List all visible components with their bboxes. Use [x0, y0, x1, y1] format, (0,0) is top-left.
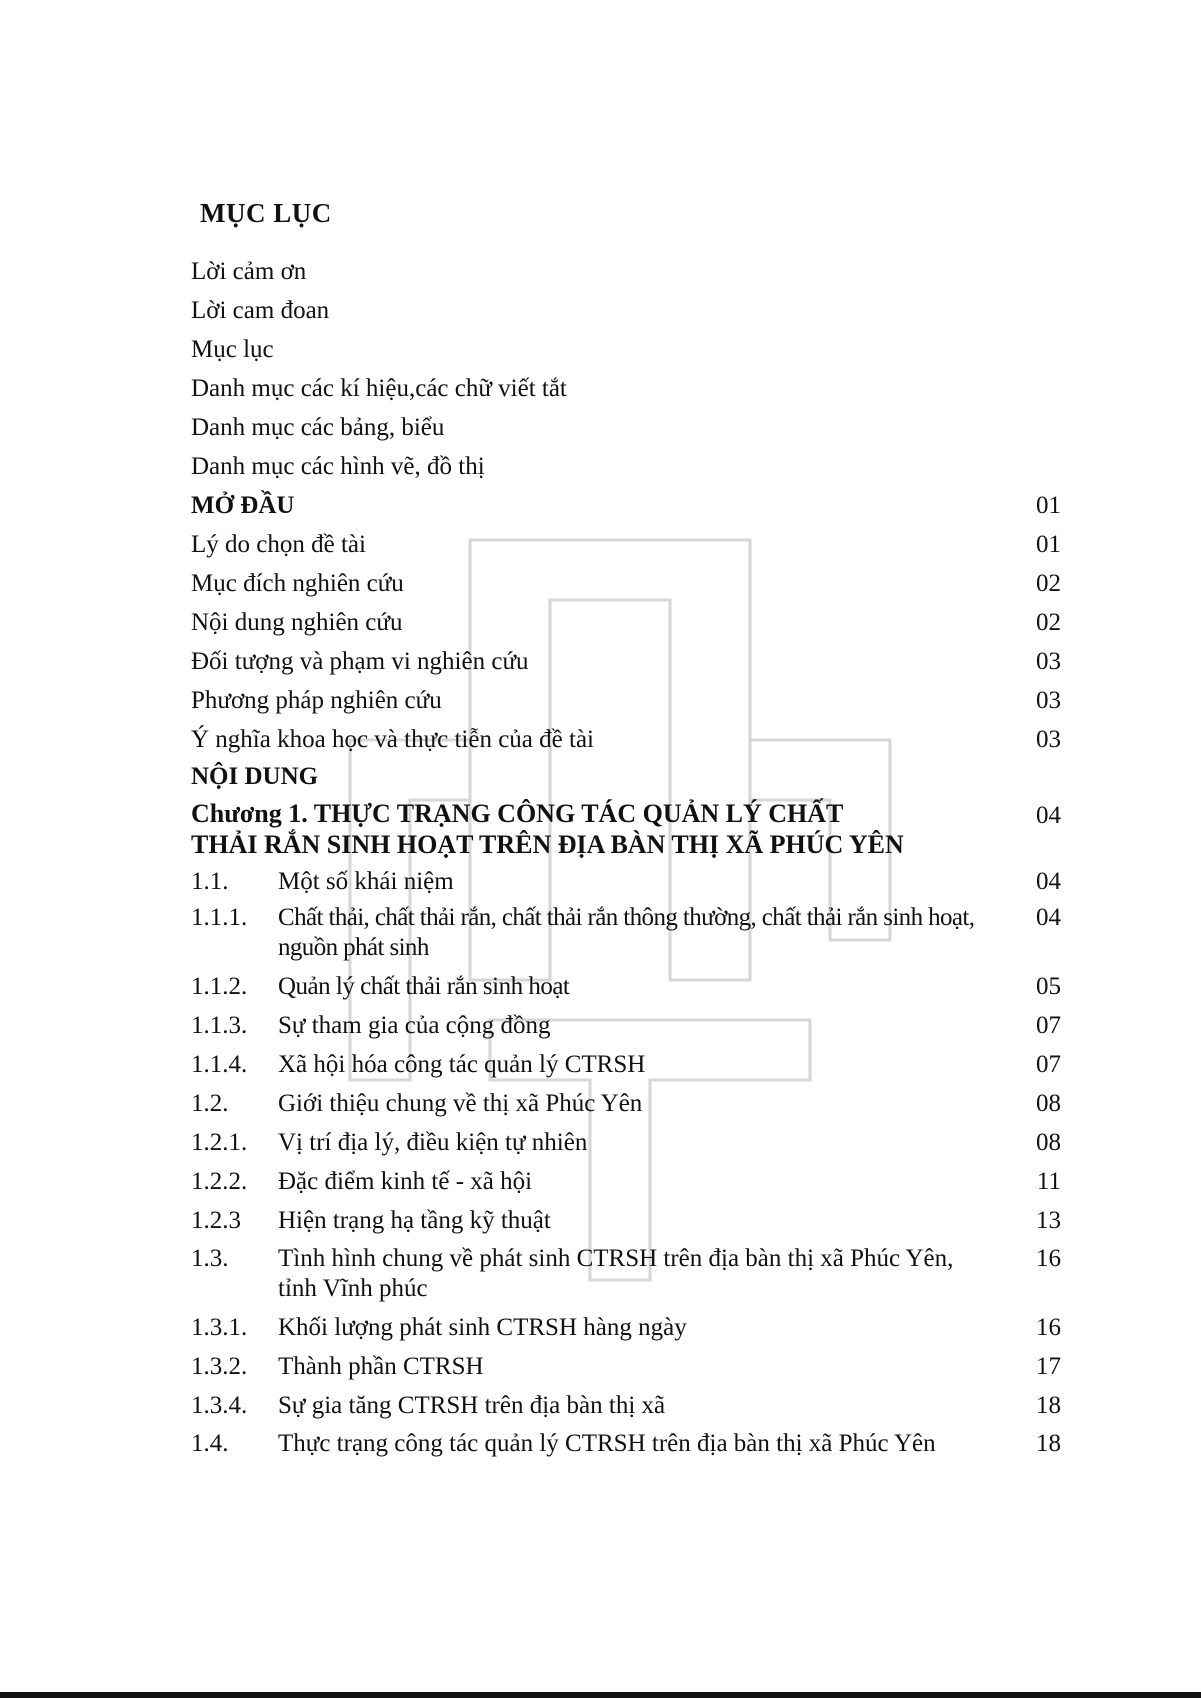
toc-entry-page: 03	[1036, 726, 1061, 753]
toc-entry	[191, 971, 1061, 1002]
toc-entry	[191, 1205, 1061, 1236]
toc-entry	[191, 1390, 1061, 1421]
toc-entry	[191, 1429, 1061, 1459]
toc-entry-title: Ý nghĩa khoa học và thực tiễn của đề tài	[191, 726, 594, 753]
toc-entry-title: Danh mục các kí hiệu,các chữ viết tắt	[191, 375, 567, 402]
toc-entry	[191, 866, 1061, 897]
toc-entry	[191, 1166, 1061, 1197]
toc-entry	[191, 1049, 1061, 1080]
toc-entry	[191, 685, 1061, 716]
toc-entry-page: 11	[1036, 1168, 1061, 1195]
toc-entry	[191, 412, 1061, 443]
toc-entry-title: NỘI DUNG	[191, 763, 319, 790]
toc-entry-page: 02	[1036, 570, 1061, 597]
toc-entry-title: Mục đích nghiên cứu	[191, 570, 404, 597]
toc-entry	[191, 334, 1061, 365]
toc-entry-page: 01	[1036, 531, 1061, 558]
toc-entry	[191, 373, 1061, 404]
toc-entry-title: Mục lục	[191, 336, 274, 363]
toc-entry	[191, 761, 1061, 792]
toc-entry-number: 1.3.	[191, 1245, 229, 1272]
toc-entry	[191, 295, 1061, 326]
toc-entry-number: 1.1.1.	[191, 904, 248, 931]
toc-entry-number: 1.1.3.	[191, 1012, 248, 1039]
toc-entry	[191, 1312, 1061, 1343]
toc-entry-title: Một số khái niệm	[278, 868, 454, 895]
toc-title: MỤC LỤC	[200, 198, 332, 228]
toc-entry-number: 1.2.3	[191, 1207, 241, 1234]
toc-entry-page: 08	[1036, 1129, 1061, 1156]
toc-entry-page: 03	[1036, 648, 1061, 675]
toc-entry-page: 16	[1036, 1245, 1061, 1272]
toc-entry-number: 1.2.1.	[191, 1129, 248, 1156]
toc-entry	[191, 607, 1061, 638]
toc-entry-title: Lý do chọn đề tài	[191, 531, 366, 558]
toc-entry-title: Thực trạng công tác quản lý CTRSH trên địa bàn thị xã Phúc Yên	[278, 1430, 936, 1457]
toc-entry-title: Chất thải, chất thải rắn, chất thải rắn thông thường, chất thải rắn sinh hoạt, nguồn phát sinh	[278, 904, 975, 961]
toc-entry	[191, 451, 1061, 482]
toc-entry-page: 07	[1036, 1012, 1061, 1039]
toc-entry	[191, 1010, 1061, 1041]
toc-entry-number: 1.2.	[191, 1090, 229, 1117]
toc-entry-title: Phương pháp nghiên cứu	[191, 687, 442, 714]
table-of-contents	[191, 256, 1061, 1459]
toc-entry-title: Lời cảm ơn	[191, 258, 307, 285]
toc-entry-number: 1.2.2.	[191, 1168, 248, 1195]
toc-entry-page: 07	[1036, 1051, 1061, 1078]
toc-entry-title: MỞ ĐẦU	[191, 492, 295, 519]
toc-entry-title: Xã hội hóa công tác quản lý CTRSH	[278, 1051, 646, 1078]
toc-entry-page: 03	[1036, 687, 1061, 714]
toc-entry-page: 04	[1036, 904, 1061, 931]
toc-entry-number: 1.3.4.	[191, 1392, 248, 1419]
toc-entry-number: 1.1.2.	[191, 973, 248, 1000]
toc-entry-number: 1.3.1.	[191, 1314, 248, 1341]
toc-entry	[191, 529, 1061, 560]
toc-entry-title: Hiện trạng hạ tầng kỹ thuật	[278, 1207, 551, 1234]
toc-entry-number: 1.1.	[191, 868, 229, 895]
toc-entry-page: 02	[1036, 609, 1061, 636]
toc-entry-page: 17	[1036, 1353, 1061, 1380]
toc-entry-page: 13	[1036, 1207, 1061, 1234]
toc-entry-page: 05	[1036, 973, 1061, 1000]
toc-entry-number: 1.4.	[191, 1430, 229, 1457]
toc-entry-title: Danh mục các hình vẽ, đồ thị	[191, 453, 485, 480]
toc-entry-title: Sự gia tăng CTRSH trên địa bàn thị xã	[278, 1392, 666, 1419]
toc-entry-title: Đối tượng và phạm vi nghiên cứu	[191, 648, 529, 675]
toc-entry-page: 08	[1036, 1090, 1061, 1117]
page-bottom-border	[0, 1692, 1201, 1698]
toc-entry-title: Nội dung nghiên cứu	[191, 609, 403, 636]
toc-entry-title: Vị trí địa lý, điều kiện tự nhiên	[278, 1129, 588, 1156]
toc-entry-page: 18	[1036, 1430, 1061, 1457]
toc-entry-title: Sự tham gia của cộng đồng	[278, 1012, 551, 1039]
toc-chapter-entry	[191, 798, 1061, 860]
toc-entry-title: Đặc điểm kinh tế - xã hội	[278, 1168, 533, 1195]
toc-entry-title: Khối lượng phát sinh CTRSH hàng ngày	[278, 1314, 687, 1341]
toc-entry-number: 1.3.2.	[191, 1353, 248, 1380]
toc-entry	[191, 1244, 1061, 1304]
toc-entry-page: 04	[1036, 868, 1061, 895]
toc-entry-page: 01	[1036, 492, 1061, 519]
toc-entry-title: Lời cam đoan	[191, 297, 330, 324]
toc-entry-title: Giới thiệu chung về thị xã Phúc Yên	[278, 1090, 643, 1117]
toc-entry	[191, 903, 1061, 963]
toc-entry	[191, 1351, 1061, 1382]
toc-entry-title: Danh mục các bảng, biểu	[191, 414, 445, 441]
toc-entry-title: Tình hình chung về phát sinh CTRSH trên địa bàn thị xã Phúc Yên, tỉnh Vĩnh phúc	[278, 1245, 954, 1302]
toc-entry	[191, 490, 1061, 521]
toc-entry-title: Quản lý chất thải rắn sinh hoạt	[278, 973, 570, 1000]
toc-entry-page: 18	[1036, 1392, 1061, 1419]
toc-entry-page: 16	[1036, 1314, 1061, 1341]
toc-entry	[191, 256, 1061, 287]
toc-entry	[191, 646, 1061, 677]
toc-entry	[191, 568, 1061, 599]
toc-entry	[191, 1127, 1061, 1158]
toc-entry-number: 1.1.4.	[191, 1051, 248, 1078]
toc-entry	[191, 1088, 1061, 1119]
toc-entry-title: Thành phần CTRSH	[278, 1353, 484, 1380]
toc-entry-page: 04	[1036, 802, 1061, 829]
toc-entry	[191, 724, 1061, 755]
toc-entry-title: Chương 1. THỰC TRẠNG CÔNG TÁC QUẢN LÝ CHẤT THẢI RẮN SINH HOẠT TRÊN ĐỊA BÀN THỊ XÃ PHÚC YÊN	[191, 799, 904, 859]
